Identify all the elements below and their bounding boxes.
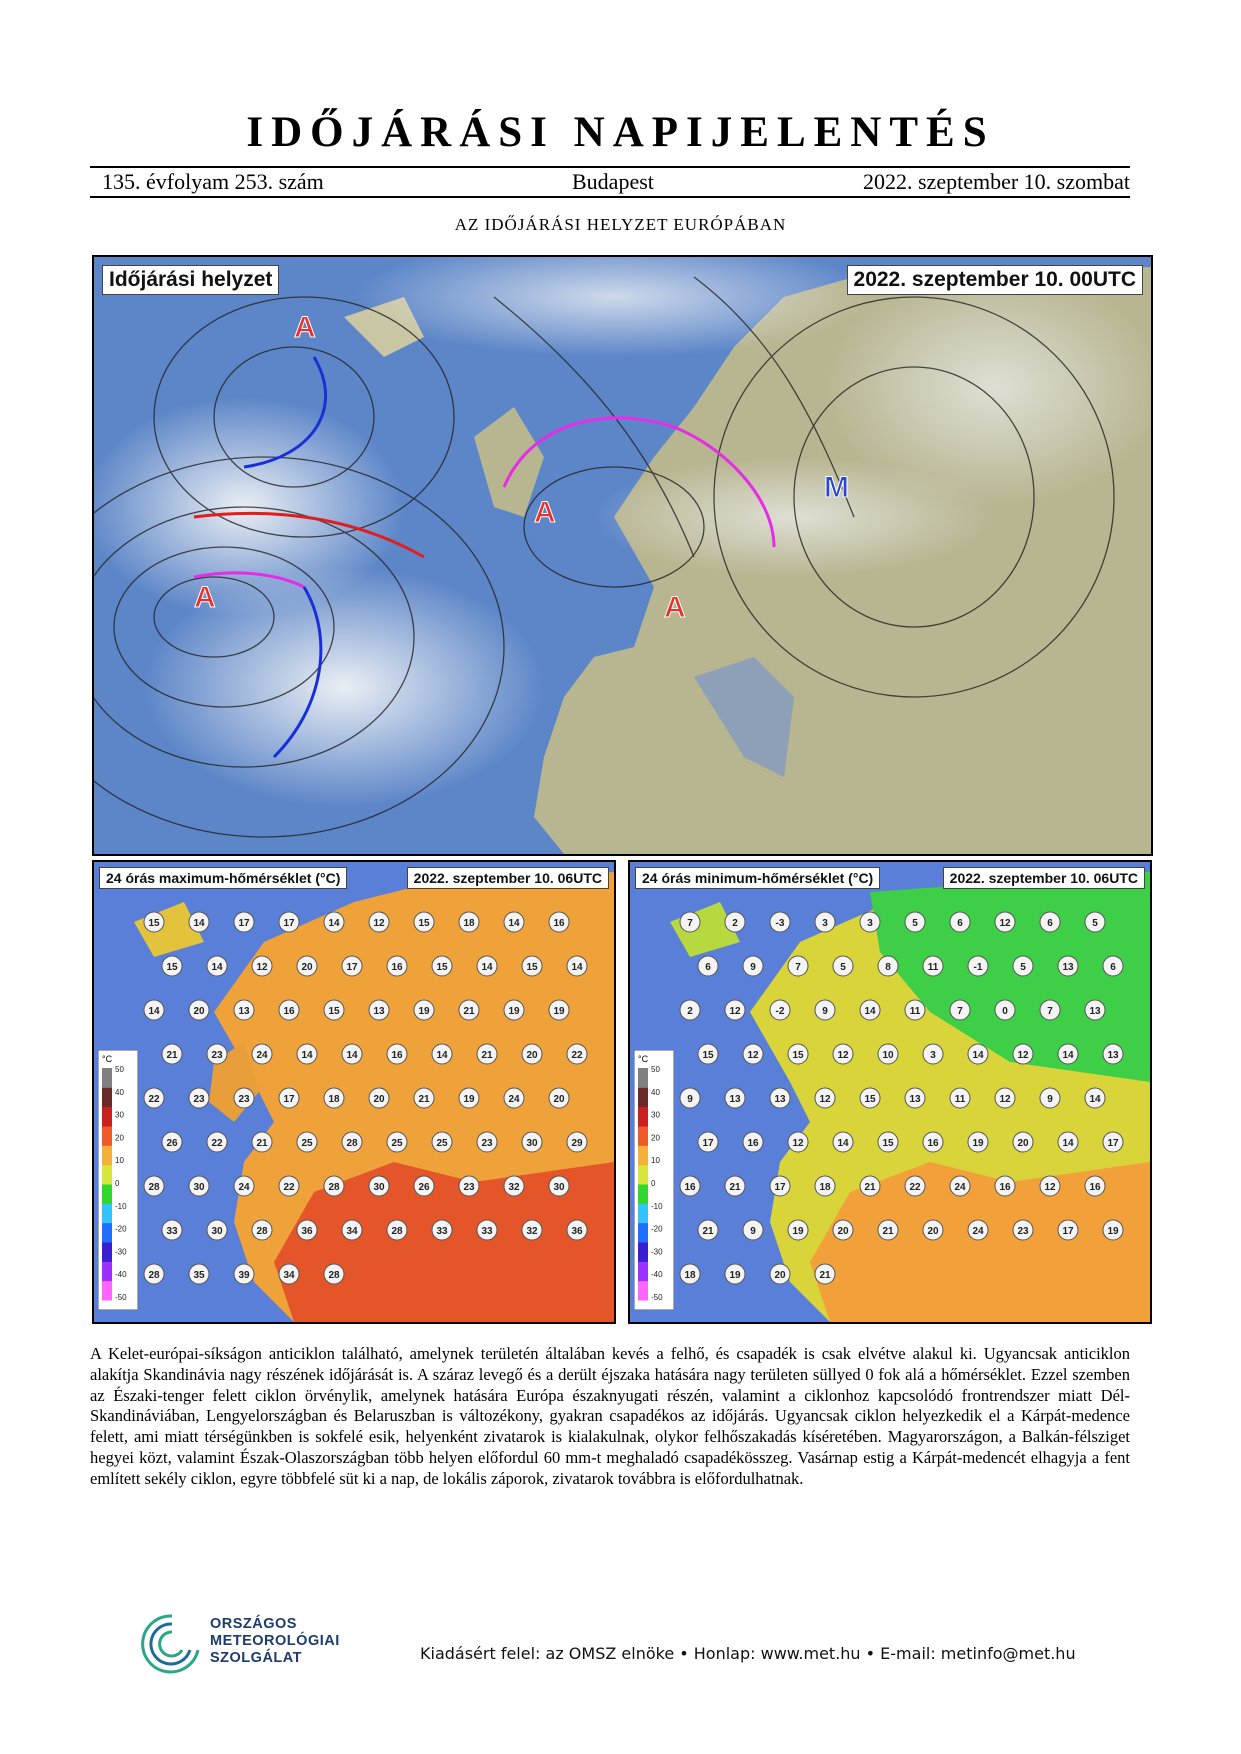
station-temperature: 14 <box>211 962 223 973</box>
station-temperature: 25 <box>436 1138 448 1149</box>
logo-line-2: METEOROLÓGIAI <box>210 1633 340 1649</box>
station-temperature: 12 <box>792 1138 804 1149</box>
station-temperature: 26 <box>418 1182 430 1193</box>
legend-color-step <box>638 1203 648 1223</box>
station-temperature: 36 <box>571 1226 583 1237</box>
station-temperature: 11 <box>954 1094 966 1105</box>
station-temperature: 32 <box>526 1226 538 1237</box>
station-temperature: 25 <box>391 1138 403 1149</box>
station-temperature: 18 <box>684 1270 696 1281</box>
legend-color-step <box>638 1068 648 1088</box>
station-temperature: 18 <box>328 1094 340 1105</box>
min-temperature-graphic <box>630 862 1150 1322</box>
legend-color-step <box>102 1126 112 1146</box>
legend-tick-label: -30 <box>651 1247 663 1257</box>
station-temperature: 14 <box>837 1138 849 1149</box>
station-temperature: 15 <box>526 962 538 973</box>
station-temperature: 24 <box>256 1050 268 1061</box>
min-temperature-map <box>628 860 1152 1324</box>
pressure-center-high: A <box>664 591 686 624</box>
station-temperature: 22 <box>283 1182 295 1193</box>
station-temperature: 14 <box>436 1050 448 1061</box>
station-temperature: 24 <box>954 1182 966 1193</box>
station-temperature: 15 <box>702 1050 714 1061</box>
station-temperature: 13 <box>238 1006 250 1017</box>
station-temperature: 21 <box>819 1270 831 1281</box>
legend-tick-label: -10 <box>651 1201 663 1211</box>
station-temperature: 16 <box>684 1182 696 1193</box>
station-temperature: 7 <box>687 918 693 929</box>
temperature-legend <box>98 1050 138 1310</box>
legend-color-step <box>102 1184 112 1204</box>
station-temperature: 13 <box>1107 1050 1119 1061</box>
station-temperature: 17 <box>774 1182 786 1193</box>
station-temperature: 20 <box>927 1226 939 1237</box>
station-temperature: 13 <box>373 1006 385 1017</box>
station-temperature: 21 <box>864 1182 876 1193</box>
station-temperature: 19 <box>1107 1226 1119 1237</box>
station-temperature: 18 <box>819 1182 831 1193</box>
station-temperature: 5 <box>1020 962 1026 973</box>
station-temperature: 30 <box>211 1226 223 1237</box>
issue-meta <box>90 166 1130 198</box>
station-temperature: 12 <box>1017 1050 1029 1061</box>
station-temperature: 14 <box>481 962 493 973</box>
station-temperature: 17 <box>283 1094 295 1105</box>
station-temperature: 3 <box>867 918 873 929</box>
station-temperature: 12 <box>256 962 268 973</box>
legend-tick-label: -50 <box>115 1293 127 1302</box>
station-temperature: 21 <box>481 1050 493 1061</box>
legend-tick-label: -20 <box>115 1224 127 1234</box>
legend-tick-label: -40 <box>115 1270 127 1280</box>
station-temperature: 22 <box>571 1050 583 1061</box>
pressure-center-high: M <box>824 471 849 504</box>
station-temperature: 14 <box>1089 1094 1101 1105</box>
station-temperature: 12 <box>837 1050 849 1061</box>
pressure-center-high: A <box>194 581 216 614</box>
station-temperature: 0 <box>1002 1006 1008 1017</box>
station-temperature: 7 <box>795 962 801 973</box>
station-temperature: 12 <box>819 1094 831 1105</box>
station-temperature: 5 <box>912 918 918 929</box>
station-temperature: 39 <box>238 1270 250 1281</box>
station-temperature: 15 <box>792 1050 804 1061</box>
station-temperature: 17 <box>346 962 358 973</box>
station-temperature: -1 <box>973 962 983 973</box>
station-temperature: 33 <box>436 1226 448 1237</box>
station-temperature: 19 <box>508 1006 520 1017</box>
station-temperature: 15 <box>418 918 430 929</box>
station-temperature: 19 <box>792 1226 804 1237</box>
min-temperature-time: 2022. szeptember 10. 06UTC <box>943 867 1145 889</box>
legend-color-step <box>102 1087 112 1107</box>
station-temperature: -3 <box>775 918 785 929</box>
max-temperature-label: 24 órás maximum-hőmérséklet (°C) <box>99 867 347 889</box>
station-temperature: 14 <box>328 918 340 929</box>
station-temperature: 16 <box>1089 1182 1101 1193</box>
legend-tick-label: 30 <box>115 1110 124 1120</box>
volume-number: 135. évfolyam 253. szám <box>102 169 324 194</box>
station-temperature: 11 <box>909 1006 921 1017</box>
legend-tick-label: 20 <box>651 1133 660 1143</box>
legend-tick-label: -20 <box>651 1224 663 1234</box>
legend-color-step <box>638 1184 648 1204</box>
station-temperature: 28 <box>328 1270 340 1281</box>
max-temperature-graphic <box>94 862 614 1322</box>
station-temperature: 33 <box>166 1226 178 1237</box>
station-temperature: 6 <box>1110 962 1116 973</box>
temperature-legend <box>634 1050 674 1310</box>
station-temperature: 13 <box>909 1094 921 1105</box>
station-temperature: 17 <box>238 918 250 929</box>
station-temperature: 18 <box>463 918 475 929</box>
station-temperature: 17 <box>702 1138 714 1149</box>
logo-line-3: SZOLGÁLAT <box>210 1650 303 1666</box>
station-temperature: 9 <box>1047 1094 1053 1105</box>
station-temperature: 28 <box>148 1182 160 1193</box>
legend-tick-label: 50 <box>651 1065 660 1074</box>
station-temperature: 26 <box>166 1138 178 1149</box>
weather-description: A Kelet-európai-síkságon anticiklon található, amelynek területén általában kevés a felhő, és csapadék is csak elvétve alakul ki. Ugyancsak anticiklon alakítja Skandinávia nagy részének időjárását is. A száraz levegő és a derült éjszaka hatására nagy területen süllyed 0 fok alá a hőmérséklet. Ezzel szemben az Északi-tenger felett ciklon örvénylik, amelynek hatására Európa északnyugati részén, valamint a ciklonhoz kapcsolódó frontrendszer miatt Dél-Skandináviában, Lengyelországban és Belaruszban is változékony, gyakran csapadékos az időjárás. Ugyancsak ciklon helyezkedik el a Kárpát-medence felett, ami miatt térségünkben is sokfelé esik, helyenként zivatarok is kialakulnak, olykor felhőszakadás kíséretében. Magyarországon, a Balkán-félsziget hegyei közt, valamint Észak-Olaszországban több helyen előfordul 60 mm-t meghaladó csapadékösszeg. Vasárnap estig a Kárpát-medencét elhagyja a fent említett sekély ciklon, egyre többfelé süt ki a nap, de lokális záporok, zivatarok továbbra is előfordulhatnak. <box>90 1344 1130 1488</box>
max-temperature-map <box>92 860 616 1324</box>
station-temperature: 14 <box>508 918 520 929</box>
station-temperature: 35 <box>193 1270 205 1281</box>
station-temperature: 21 <box>166 1050 178 1061</box>
station-temperature: 20 <box>193 1006 205 1017</box>
legend-tick-label: -40 <box>651 1270 663 1280</box>
station-temperature: 15 <box>882 1138 894 1149</box>
station-temperature: 22 <box>148 1094 160 1105</box>
station-temperature: 28 <box>148 1270 160 1281</box>
station-temperature: 14 <box>148 1006 160 1017</box>
station-temperature: 21 <box>729 1182 741 1193</box>
station-temperature: 3 <box>930 1050 936 1061</box>
section-title: AZ IDŐJÁRÁSI HELYZET EURÓPÁBAN <box>454 215 787 234</box>
legend-tick-label: -50 <box>651 1293 663 1302</box>
station-temperature: 24 <box>972 1226 984 1237</box>
station-temperature: 24 <box>508 1094 520 1105</box>
station-temperature: 12 <box>729 1006 741 1017</box>
station-temperature: 29 <box>571 1138 583 1149</box>
station-temperature: 8 <box>885 962 891 973</box>
station-temperature: 23 <box>463 1182 475 1193</box>
station-temperature: 30 <box>373 1182 385 1193</box>
station-temperature: 14 <box>301 1050 313 1061</box>
station-temperature: 22 <box>211 1138 223 1149</box>
legend-color-step <box>102 1165 112 1185</box>
omsz-logo <box>140 1610 360 1686</box>
station-temperature: 28 <box>256 1226 268 1237</box>
station-temperature: 12 <box>999 1094 1011 1105</box>
omsz-logo-icon <box>140 1610 204 1682</box>
station-temperature: 19 <box>418 1006 430 1017</box>
station-temperature: 16 <box>391 1050 403 1061</box>
station-temperature: 16 <box>391 962 403 973</box>
station-temperature: 19 <box>972 1138 984 1149</box>
legend-tick-label: 10 <box>115 1156 124 1166</box>
station-temperature: 32 <box>508 1182 520 1193</box>
station-temperature: 34 <box>283 1270 295 1281</box>
pressure-center-high: A <box>294 311 316 344</box>
max-temperature-time: 2022. szeptember 10. 06UTC <box>407 867 609 889</box>
station-temperature: 21 <box>882 1226 894 1237</box>
station-temperature: 12 <box>373 918 385 929</box>
legend-color-step <box>638 1281 648 1301</box>
station-temperature: 16 <box>747 1138 759 1149</box>
legend-color-step <box>102 1261 112 1281</box>
station-temperature: 6 <box>1047 918 1053 929</box>
legend-tick-label: -10 <box>115 1201 127 1211</box>
station-temperature: 23 <box>211 1050 223 1061</box>
logo-line-1: ORSZÁGOS <box>210 1616 297 1632</box>
min-temperature-label: 24 órás minimum-hőmérséklet (°C) <box>635 867 880 889</box>
station-temperature: 14 <box>972 1050 984 1061</box>
station-temperature: 33 <box>481 1226 493 1237</box>
station-temperature: 15 <box>436 962 448 973</box>
legend-tick-label: 20 <box>115 1133 124 1143</box>
station-temperature: 14 <box>571 962 583 973</box>
station-temperature: 9 <box>750 962 756 973</box>
station-temperature: 16 <box>927 1138 939 1149</box>
synoptic-map <box>92 255 1153 856</box>
station-temperature: 14 <box>193 918 205 929</box>
footer-imprint: Kiadásért felel: az OMSZ elnöke • Honlap: www.met.hu • E-mail: metinfo@met.hu <box>420 1644 1076 1663</box>
station-temperature: 5 <box>840 962 846 973</box>
station-temperature: 17 <box>1107 1138 1119 1149</box>
station-temperature: 36 <box>301 1226 313 1237</box>
station-temperature: 10 <box>882 1050 894 1061</box>
station-temperature: 12 <box>999 918 1011 929</box>
station-temperature: 20 <box>526 1050 538 1061</box>
station-temperature: 12 <box>1044 1182 1056 1193</box>
legend-color-step <box>638 1087 648 1107</box>
station-temperature: 17 <box>283 918 295 929</box>
station-temperature: 14 <box>1062 1050 1074 1061</box>
station-temperature: 16 <box>553 918 565 929</box>
station-temperature: 30 <box>193 1182 205 1193</box>
legend-tick-label: 10 <box>651 1156 660 1166</box>
station-temperature: 25 <box>301 1138 313 1149</box>
station-temperature: 21 <box>418 1094 430 1105</box>
legend-color-step <box>638 1242 648 1262</box>
legend-color-step <box>638 1261 648 1281</box>
station-temperature: 16 <box>999 1182 1011 1193</box>
station-temperature: 28 <box>391 1226 403 1237</box>
legend-color-step <box>638 1126 648 1146</box>
station-temperature: 2 <box>732 918 738 929</box>
station-temperature: 15 <box>864 1094 876 1105</box>
station-temperature: 24 <box>238 1182 250 1193</box>
legend-color-step <box>638 1107 648 1127</box>
station-temperature: 13 <box>1062 962 1074 973</box>
station-temperature: 15 <box>148 918 160 929</box>
legend-color-step <box>102 1242 112 1262</box>
synoptic-map-label: Időjárási helyzet <box>102 265 279 295</box>
station-temperature: 2 <box>687 1006 693 1017</box>
legend-tick-label: -30 <box>115 1247 127 1257</box>
station-temperature: 19 <box>463 1094 475 1105</box>
issue-date: 2022. szeptember 10. szombat <box>863 169 1130 194</box>
station-temperature: 13 <box>1089 1006 1101 1017</box>
station-temperature: 9 <box>750 1226 756 1237</box>
station-temperature: 23 <box>481 1138 493 1149</box>
station-temperature: 14 <box>864 1006 876 1017</box>
legend-tick-label: 40 <box>651 1087 660 1097</box>
station-temperature: 6 <box>957 918 963 929</box>
station-temperature: 3 <box>822 918 828 929</box>
station-temperature: 7 <box>957 1006 963 1017</box>
station-temperature: 14 <box>346 1050 358 1061</box>
station-temperature: 19 <box>553 1006 565 1017</box>
legend-color-step <box>102 1223 112 1243</box>
legend-color-step <box>102 1281 112 1301</box>
legend-tick-label: 30 <box>651 1110 660 1120</box>
station-temperature: 5 <box>1092 918 1098 929</box>
station-temperature: 15 <box>328 1006 340 1017</box>
station-temperature: 14 <box>1062 1138 1074 1149</box>
station-temperature: 13 <box>774 1094 786 1105</box>
station-temperature: 23 <box>238 1094 250 1105</box>
station-temperature: 22 <box>909 1182 921 1193</box>
station-temperature: 6 <box>705 962 711 973</box>
synoptic-map-graphic <box>94 257 1151 854</box>
station-temperature: 20 <box>553 1094 565 1105</box>
legend-color-step <box>638 1145 648 1165</box>
legend-color-step <box>102 1068 112 1088</box>
station-temperature: 23 <box>193 1094 205 1105</box>
legend-color-step <box>102 1145 112 1165</box>
legend-color-step <box>102 1203 112 1223</box>
legend-tick-label: 0 <box>115 1179 120 1188</box>
station-temperature: 20 <box>774 1270 786 1281</box>
station-temperature: 9 <box>822 1006 828 1017</box>
station-temperature: 17 <box>1062 1226 1074 1237</box>
legend-tick-label: 40 <box>115 1087 124 1097</box>
synoptic-map-time: 2022. szeptember 10. 00UTC <box>847 265 1143 295</box>
station-temperature: 28 <box>346 1138 358 1149</box>
station-temperature: 23 <box>1017 1226 1029 1237</box>
station-temperature: 9 <box>687 1094 693 1105</box>
legend-color-step <box>102 1107 112 1127</box>
station-temperature: 20 <box>373 1094 385 1105</box>
legend-tick-label: 0 <box>651 1179 656 1188</box>
station-temperature: 28 <box>328 1182 340 1193</box>
station-temperature: 11 <box>927 962 939 973</box>
station-temperature: 16 <box>283 1006 295 1017</box>
station-temperature: 15 <box>166 962 178 973</box>
report-title: IDŐJÁRÁSI NAPIJELENTÉS <box>246 109 995 156</box>
station-temperature: 20 <box>1017 1138 1029 1149</box>
city: Budapest <box>572 169 654 194</box>
station-temperature: 13 <box>729 1094 741 1105</box>
station-temperature: 20 <box>301 962 313 973</box>
station-temperature: 20 <box>837 1226 849 1237</box>
legend-tick-label: 50 <box>115 1065 124 1074</box>
station-temperature: 30 <box>526 1138 538 1149</box>
station-temperature: 21 <box>256 1138 268 1149</box>
station-temperature: 21 <box>702 1226 714 1237</box>
station-temperature: 19 <box>729 1270 741 1281</box>
legend-color-step <box>638 1223 648 1243</box>
station-temperature: 7 <box>1047 1006 1053 1017</box>
station-temperature: 30 <box>553 1182 565 1193</box>
legend-unit: °C <box>102 1054 113 1064</box>
station-temperature: 12 <box>747 1050 759 1061</box>
legend-color-step <box>638 1165 648 1185</box>
station-temperature: -2 <box>775 1006 785 1017</box>
station-temperature: 34 <box>346 1226 358 1237</box>
pressure-center-high: A <box>534 496 556 529</box>
station-temperature: 21 <box>463 1006 475 1017</box>
legend-unit: °C <box>638 1054 649 1064</box>
